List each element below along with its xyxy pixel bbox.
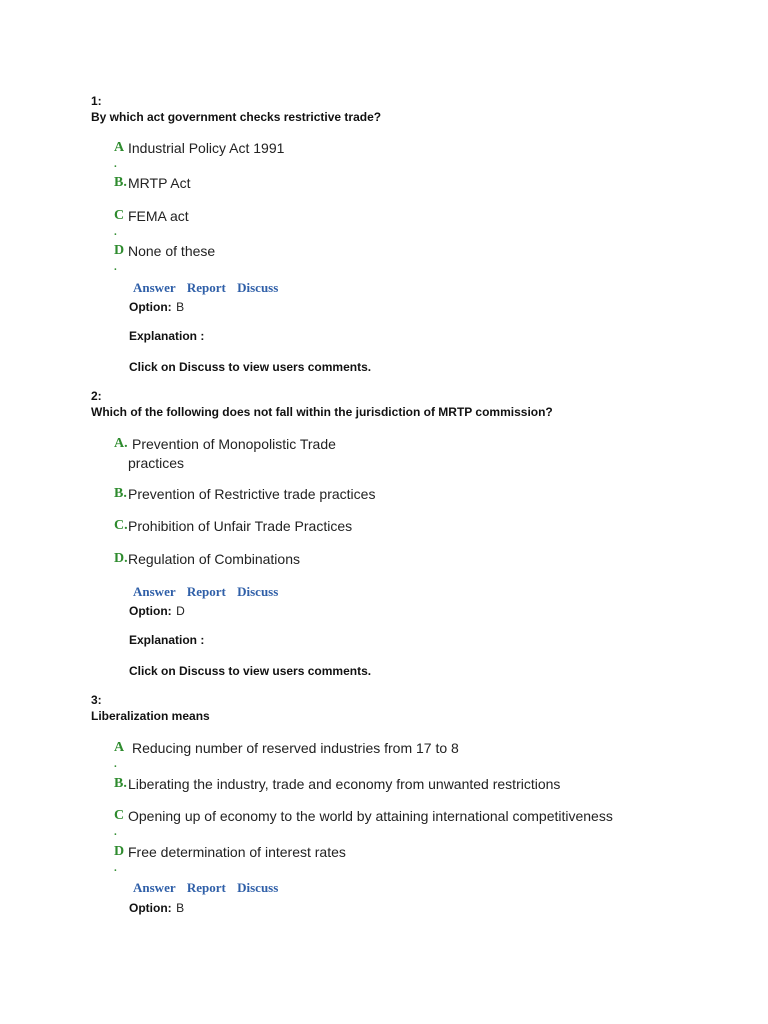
- q1-action-links: [133, 280, 286, 296]
- q3-option-a-text[interactable]: Reducing number of reserved industries from 17 to 8: [132, 740, 459, 756]
- q3-option-b-text[interactable]: Liberating the industry, trade and economy from unwanted restrictions: [128, 776, 561, 792]
- q2-explanation-label: Explanation :: [129, 633, 205, 647]
- q1-option-a-text[interactable]: Industrial Policy Act 1991: [128, 140, 285, 156]
- question-3-number: 3:: [91, 693, 102, 707]
- q2-option-b-text[interactable]: Prevention of Restrictive trade practices: [128, 486, 376, 502]
- q3-option-value: B: [176, 901, 185, 915]
- q3-option-label: Option:: [129, 901, 172, 915]
- q1-option-b-text[interactable]: MRTP Act: [128, 175, 191, 191]
- q3-option-answer: [129, 899, 184, 917]
- q2-discuss-link[interactable]: Discuss: [237, 584, 279, 599]
- question-3-text: Liberalization means: [91, 709, 210, 723]
- q1-comments-note: Click on Discuss to view users comments.: [129, 360, 372, 374]
- q2-action-links: [133, 584, 286, 600]
- q2-option-b-letter[interactable]: B.: [114, 486, 127, 501]
- q1-option-d-dot: .: [114, 261, 117, 273]
- q1-option-b-letter[interactable]: B.: [114, 175, 127, 190]
- question-2-text: Which of the following does not fall within the jurisdiction of MRTP commission?: [91, 405, 553, 419]
- q3-option-d-letter[interactable]: D: [114, 844, 125, 859]
- q1-option-answer: [129, 298, 184, 316]
- q2-report-link[interactable]: Report: [186, 584, 226, 599]
- q2-answer-link[interactable]: Answer: [133, 584, 176, 599]
- q1-discuss-link[interactable]: Discuss: [237, 280, 279, 295]
- q1-option-label: Option:: [129, 300, 172, 314]
- q3-report-link[interactable]: Report: [186, 880, 226, 895]
- q2-option-a-text-line1[interactable]: Prevention of Monopolistic Trade: [132, 436, 336, 452]
- q3-answer-link[interactable]: Answer: [133, 880, 176, 895]
- question-2-number: 2:: [91, 389, 102, 403]
- q1-option-d-letter[interactable]: D: [114, 243, 125, 258]
- q1-report-link[interactable]: Report: [186, 280, 226, 295]
- q1-option-d-text[interactable]: None of these: [128, 243, 216, 259]
- q1-option-a-letter[interactable]: A: [114, 140, 125, 155]
- q2-option-label: Option:: [129, 604, 172, 618]
- q1-option-a-dot: .: [114, 158, 117, 170]
- q3-option-a-dot: .: [114, 758, 117, 770]
- q3-discuss-link[interactable]: Discuss: [237, 880, 279, 895]
- q2-option-answer: [129, 602, 185, 620]
- q1-option-c-letter[interactable]: C: [114, 208, 125, 223]
- q3-action-links: [133, 880, 286, 896]
- q3-option-d-dot: .: [114, 862, 117, 874]
- q2-option-a-letter[interactable]: A.: [114, 436, 128, 451]
- q1-explanation-label: Explanation :: [129, 329, 205, 343]
- q3-option-b-letter[interactable]: B.: [114, 776, 127, 791]
- q2-option-d-letter[interactable]: D.: [114, 551, 128, 566]
- q2-option-c-letter[interactable]: C.: [114, 518, 128, 533]
- q2-option-value: D: [176, 604, 185, 618]
- q2-option-a-text-line2[interactable]: practices: [128, 455, 185, 471]
- question-1-number: 1:: [91, 94, 102, 108]
- q1-option-value: B: [176, 300, 185, 314]
- q1-option-c-text[interactable]: FEMA act: [128, 208, 189, 224]
- q3-option-a-letter[interactable]: A: [114, 740, 125, 755]
- q3-option-c-letter[interactable]: C: [114, 808, 125, 823]
- q2-option-c-text[interactable]: Prohibition of Unfair Trade Practices: [128, 518, 353, 534]
- q1-answer-link[interactable]: Answer: [133, 280, 176, 295]
- q2-option-d-text[interactable]: Regulation of Combinations: [128, 551, 300, 567]
- q1-option-c-dot: .: [114, 226, 117, 238]
- q3-option-c-dot: .: [114, 826, 117, 838]
- q3-option-d-text[interactable]: Free determination of interest rates: [128, 844, 346, 860]
- q2-comments-note: Click on Discuss to view users comments.: [129, 664, 372, 678]
- q3-option-c-text[interactable]: Opening up of economy to the world by attaining international competitiveness: [128, 808, 613, 824]
- question-1-text: By which act government checks restrictive trade?: [91, 110, 382, 124]
